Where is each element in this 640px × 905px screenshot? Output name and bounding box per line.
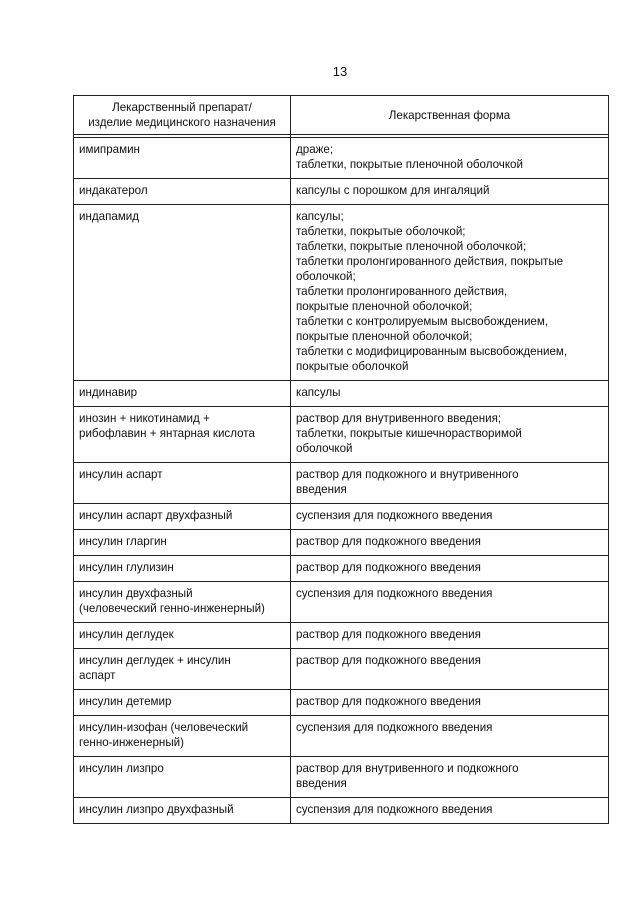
drug-forms-table <box>73 95 609 824</box>
table-row <box>74 623 609 649</box>
table-row <box>74 381 609 407</box>
drug-name-cell: инсулин детемир <box>74 690 291 716</box>
dosage-form-cell: раствор для подкожного введения <box>291 649 609 690</box>
dosage-form-cell: раствор для подкожного и внутривенного введения <box>291 463 609 504</box>
table-row <box>74 716 609 757</box>
dosage-form-cell: суспензия для подкожного введения <box>291 716 609 757</box>
drug-name-cell: инсулин лизпро <box>74 757 291 798</box>
drug-name-cell: инсулин деглудек <box>74 623 291 649</box>
page-number: 13 <box>332 64 348 79</box>
dosage-form-cell: раствор для подкожного введения <box>291 690 609 716</box>
table-row <box>74 556 609 582</box>
table-row <box>74 407 609 463</box>
table-row <box>74 757 609 798</box>
dosage-form-cell: суспензия для подкожного введения <box>291 798 609 824</box>
dosage-form-cell: суспензия для подкожного введения <box>291 504 609 530</box>
drug-name-cell: инсулин аспарт <box>74 463 291 504</box>
drug-name-cell: инсулин двухфазный (человеческий генно-инженерный) <box>74 582 291 623</box>
drug-name-cell: инсулин деглудек + инсулин аспарт <box>74 649 291 690</box>
drug-name-cell: инсулин лизпро двухфазный <box>74 798 291 824</box>
table-row <box>74 205 609 381</box>
dosage-form-cell: суспензия для подкожного введения <box>291 582 609 623</box>
drug-name-cell: инсулин-изофан (человеческий генно-инженерный) <box>74 716 291 757</box>
column-header-drug: Лекарственный препарат/ изделие медицинского назначения <box>74 96 291 135</box>
drug-name-cell: инсулин глулизин <box>74 556 291 582</box>
table-row <box>74 690 609 716</box>
dosage-form-cell: раствор для внутривенного введения; таблетки, покрытые кишечнорастворимой оболочкой <box>291 407 609 463</box>
table-row <box>74 179 609 205</box>
dosage-form-cell: капсулы <box>291 381 609 407</box>
dosage-form-cell: раствор для внутривенного и подкожного введения <box>291 757 609 798</box>
table-row <box>74 649 609 690</box>
table-row <box>74 504 609 530</box>
table-row <box>74 530 609 556</box>
table-row <box>74 798 609 824</box>
drug-name-cell: инозин + никотинамид + рибофлавин + янтарная кислота <box>74 407 291 463</box>
drug-name-cell: индакатерол <box>74 179 291 205</box>
dosage-form-cell: раствор для подкожного введения <box>291 556 609 582</box>
table-header <box>74 96 609 135</box>
dosage-form-cell: драже; таблетки, покрытые пленочной оболочкой <box>291 138 609 179</box>
drug-name-cell: индинавир <box>74 381 291 407</box>
column-header-form: Лекарственная форма <box>291 96 609 135</box>
dosage-form-cell: капсулы; таблетки, покрытые оболочкой; таблетки, покрытые пленочной оболочкой; таблетки пролонгированного действия, покрытые оболочкой; таблетки пролонгированного действия, покрытые пленочной оболочкой; таблетки с контролируемым высвобождением, покрытые пленочной оболочкой; таблетки с модифицированным высвобождением, покрытые оболочкой <box>291 205 609 381</box>
dosage-form-cell: раствор для подкожного введения <box>291 530 609 556</box>
dosage-form-cell: капсулы с порошком для ингаляций <box>291 179 609 205</box>
drug-name-cell: инсулин аспарт двухфазный <box>74 504 291 530</box>
header-row <box>74 96 609 135</box>
table-row <box>74 463 609 504</box>
drug-name-cell: имипрамин <box>74 138 291 179</box>
drug-name-cell: индапамид <box>74 205 291 381</box>
table-row <box>74 582 609 623</box>
drug-name-cell: инсулин гларгин <box>74 530 291 556</box>
table-body <box>74 135 609 824</box>
table-row <box>74 138 609 179</box>
dosage-form-cell: раствор для подкожного введения <box>291 623 609 649</box>
